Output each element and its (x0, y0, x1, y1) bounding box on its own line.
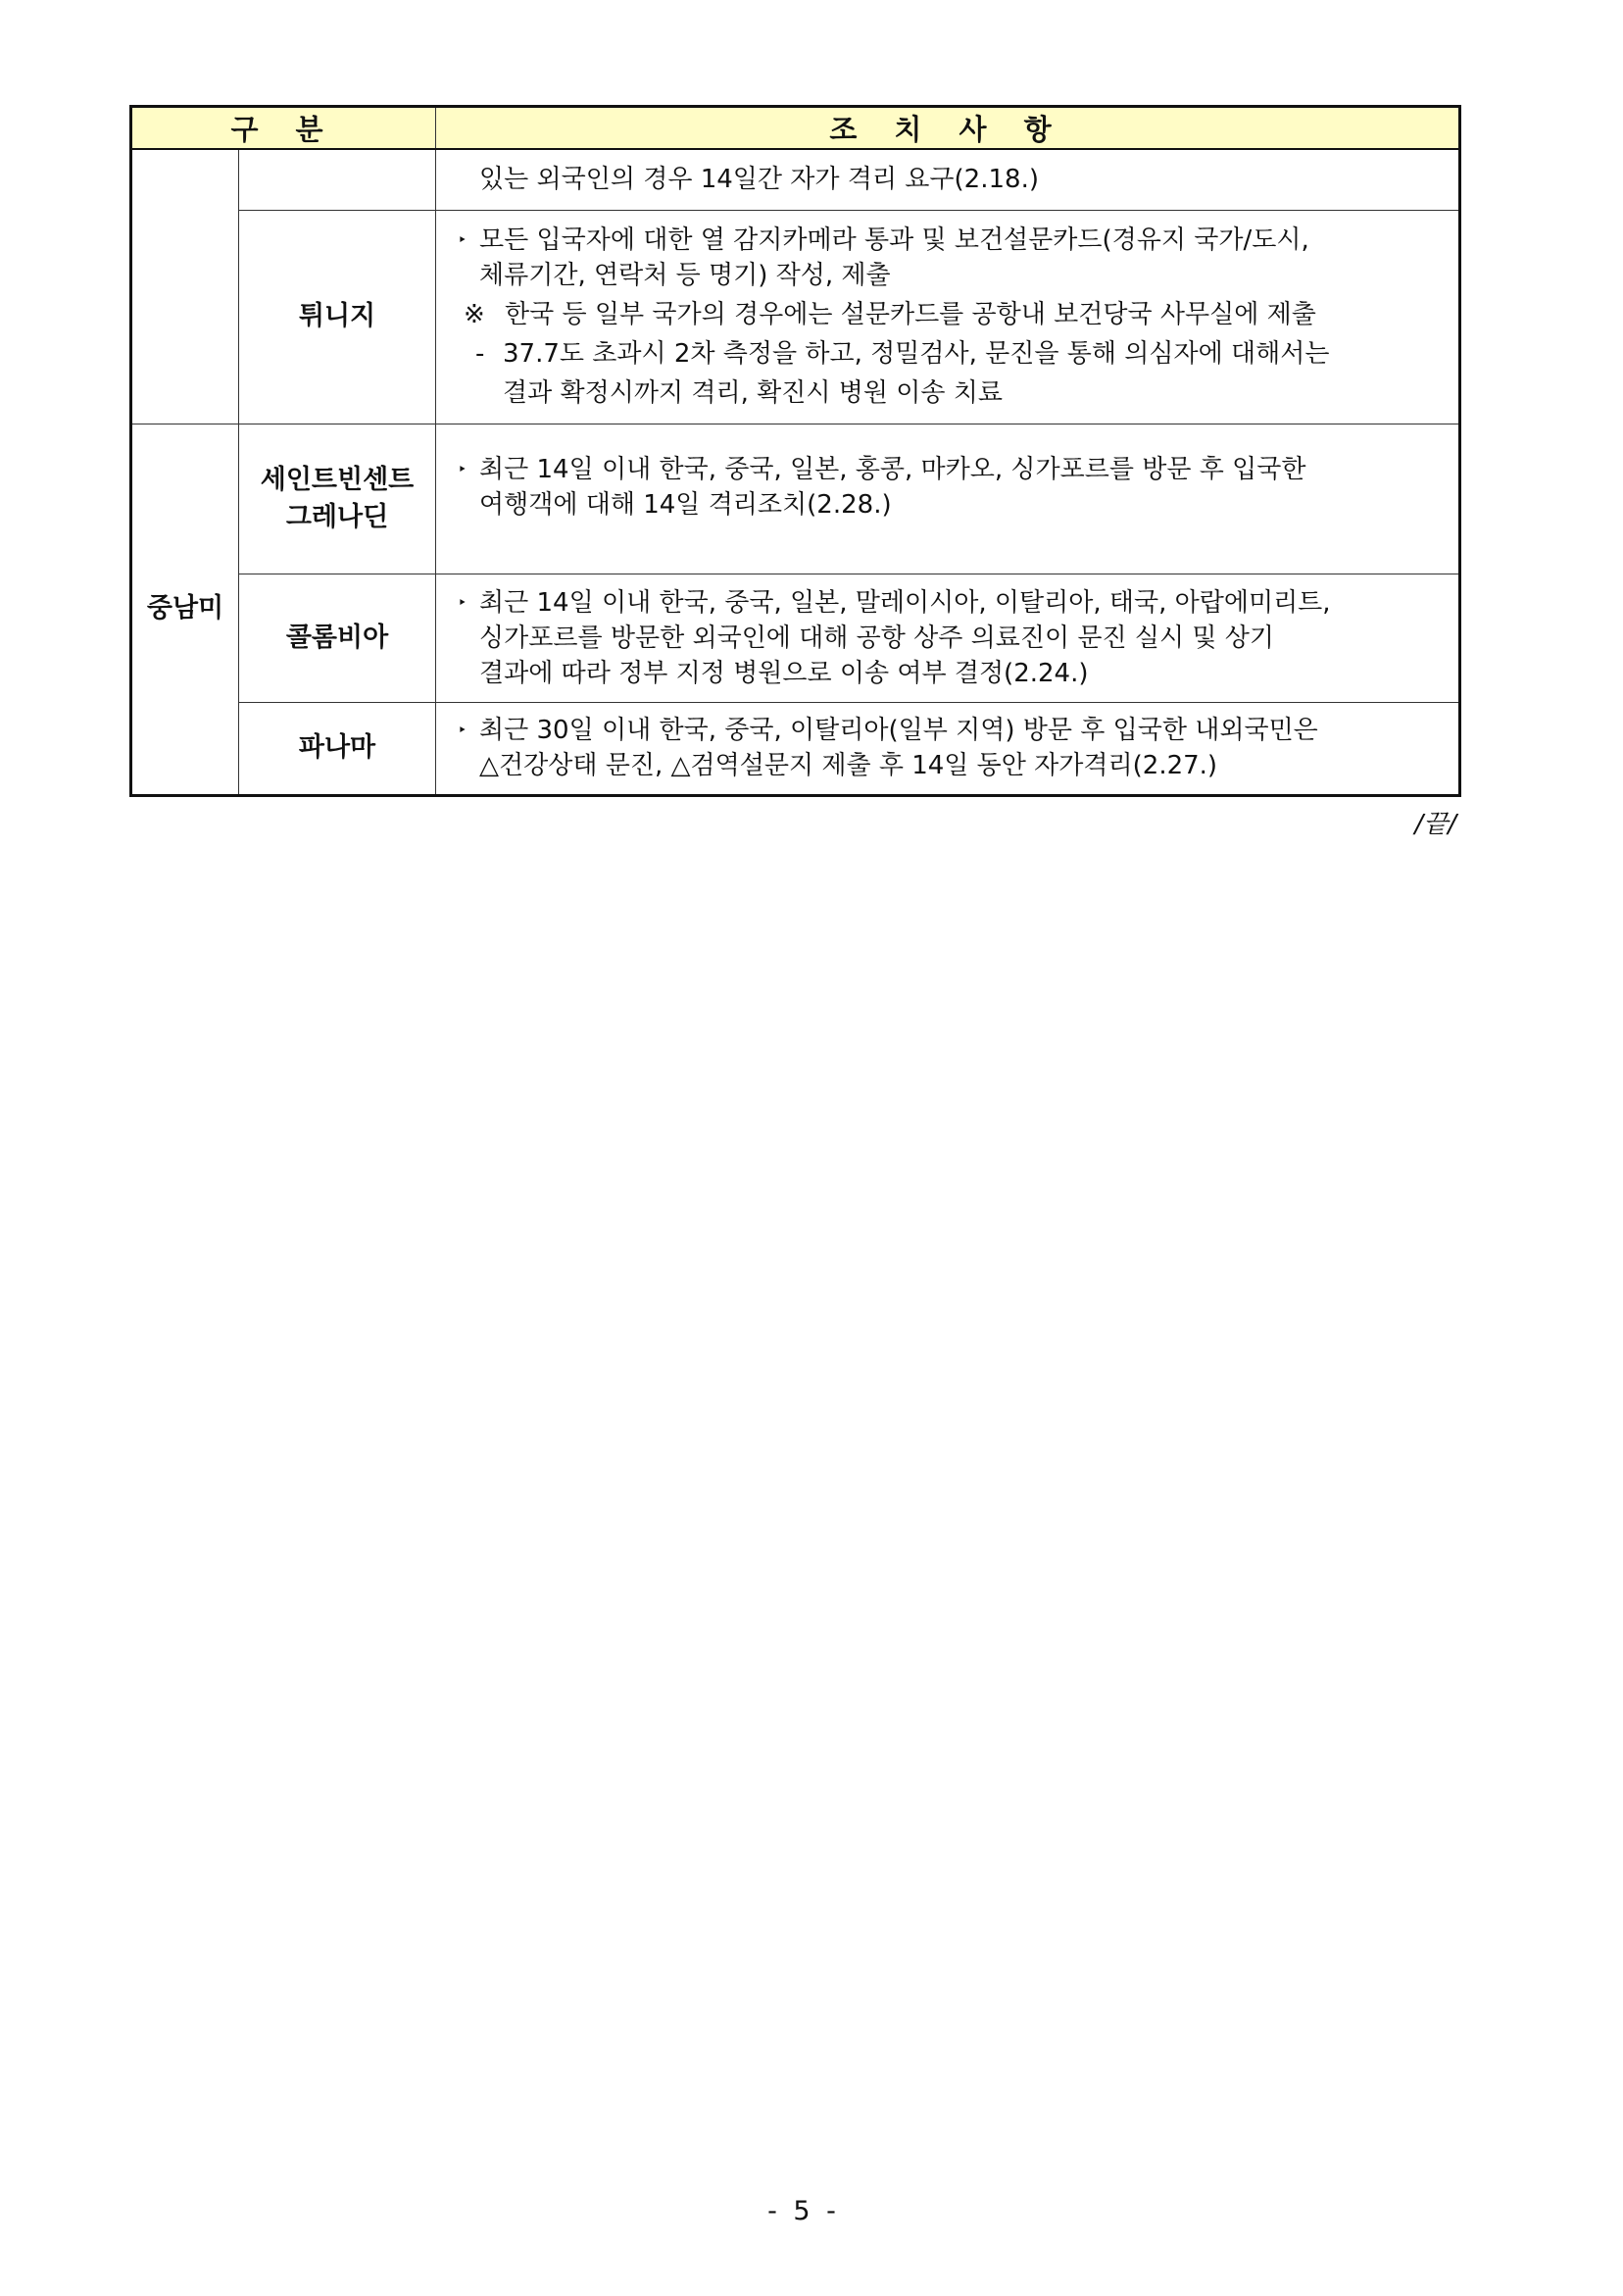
end-mark: /끝/ (1414, 810, 1456, 839)
reference-mark-icon: ※ (464, 300, 485, 329)
header-category: 구 분 (131, 107, 436, 150)
measure-text: △건강상태 문진, △검역설문지 제출 후 14일 동안 자가격리(2.27.) (479, 751, 1218, 780)
dash-marker: - (475, 339, 485, 369)
table-row (131, 210, 1460, 424)
country-cell-continued (239, 149, 436, 210)
country-cell-colombia: 콜롬비아 (239, 574, 436, 702)
country-cell-tunisia: 튀니지 (239, 210, 436, 424)
table-row (131, 702, 1460, 795)
page-number: - 5 - (767, 2196, 840, 2226)
bullet-marker-icon: ‣ (458, 721, 467, 739)
header-measures: 조 치 사 항 (436, 107, 1460, 150)
table-header-row (131, 107, 1460, 150)
measure-text: 있는 외국인의 경우 14일간 자가 격리 요구(2.18.) (479, 165, 1039, 195)
country-name-line: 그레나딘 (285, 501, 389, 532)
measure-text: 체류기간, 연락처 등 명기) 작성, 제출 (479, 261, 891, 290)
dash-text: 37.7도 초과시 2차 측정을 하고, 정밀검사, 문진을 통해 의심자에 대해서는 (503, 339, 1330, 369)
bullet-marker-icon: ‣ (458, 230, 467, 249)
dash-text: 결과 확정시까지 격리, 확진시 병원 이송 치료 (503, 378, 1003, 408)
measure-text: 최근 14일 이내 한국, 중국, 일본, 홍콩, 마카오, 싱가포르를 방문 후 입국한 (479, 454, 1306, 484)
country-name-line: 세인트빈센트 (260, 464, 415, 495)
measure-cell (436, 149, 1460, 210)
measure-text: 여행객에 대해 14일 격리조치(2.28.) (479, 489, 892, 520)
bullet-marker-icon: ‣ (458, 459, 467, 478)
note-item (458, 297, 1445, 332)
country-cell-saint-vincent (239, 424, 436, 574)
table-row (131, 574, 1460, 702)
bullet-item (458, 713, 1445, 748)
bullet-item (458, 452, 1445, 487)
region-cell-latin-america: 중남미 (131, 424, 239, 795)
measure-cell (436, 210, 1460, 424)
bullet-item (458, 223, 1445, 258)
measure-text: 결과에 따라 정부 지정 병원으로 이송 여부 결정(2.24.) (479, 658, 1089, 688)
measure-cell (436, 574, 1460, 702)
measures-table (129, 105, 1461, 797)
bullet-marker-icon: ‣ (458, 592, 467, 612)
measure-cell (436, 702, 1460, 795)
bullet-item (458, 585, 1445, 621)
measure-text: 최근 30일 이내 한국, 중국, 이탈리아(일부 지역) 방문 후 입국한 내외국민은 (479, 716, 1318, 745)
table-row (131, 424, 1460, 574)
measure-cell (436, 424, 1460, 574)
measure-text: 싱가포르를 방문한 외국인에 대해 공항 상주 의료진이 문진 실시 및 상기 (479, 623, 1275, 653)
note-text: 한국 등 일부 국가의 경우에는 설문카드를 공항내 보건당국 사무실에 제출 (505, 300, 1316, 329)
region-cell-africa-continued (131, 149, 239, 424)
measure-text: 모든 입국자에 대한 열 감지카메라 통과 및 보건설문카드(경유지 국가/도시, (479, 225, 1309, 255)
table-row (131, 149, 1460, 210)
country-cell-panama: 파나마 (239, 702, 436, 795)
measure-text: 최근 14일 이내 한국, 중국, 일본, 말레이시아, 이탈리아, 태국, 아랍에미리트, (479, 587, 1331, 618)
dash-item (458, 336, 1445, 372)
